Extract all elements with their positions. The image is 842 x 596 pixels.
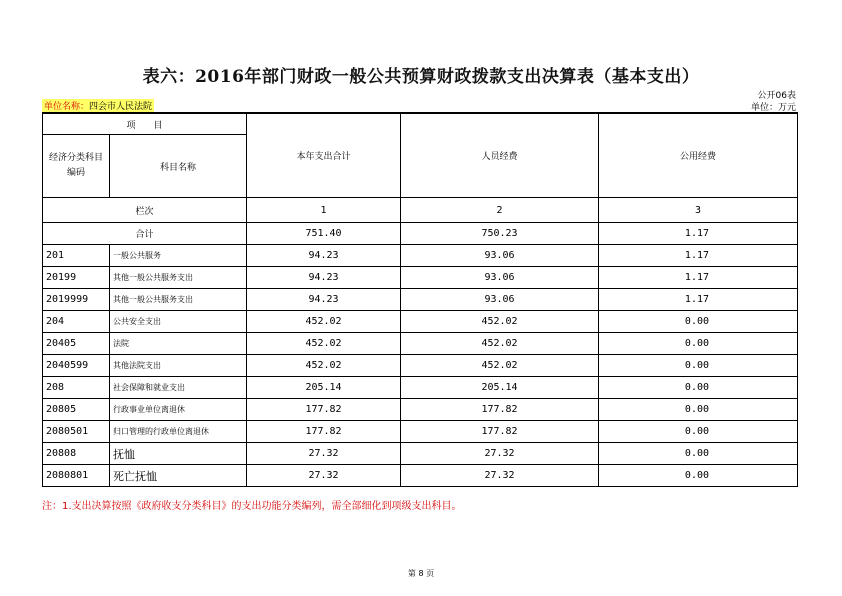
header-econ-code: 经济分类科目编码: [43, 135, 110, 198]
table-row: [43, 355, 798, 377]
header-personnel: 人员经费: [401, 113, 599, 198]
column-index-1: 1: [247, 198, 401, 223]
row-public: 0.00: [599, 311, 798, 333]
row-personnel: 93.06: [401, 245, 599, 267]
row-total: 27.32: [247, 465, 401, 487]
row-public: 0.00: [599, 421, 798, 443]
table-row: [43, 311, 798, 333]
row-code: 2040599: [43, 355, 110, 377]
row-public: 0.00: [599, 399, 798, 421]
row-code: 20805: [43, 399, 110, 421]
table-row: [43, 377, 798, 399]
footnote: 注：1.支出决算按照《政府收支分类科目》的支出功能分类编列，需全部细化到项级支出科目。: [42, 501, 462, 512]
row-public: 0.00: [599, 355, 798, 377]
row-public: 1.17: [599, 267, 798, 289]
table-row: [43, 267, 798, 289]
row-subject-name: 行政事业单位离退休: [110, 399, 247, 421]
row-personnel: 177.82: [401, 421, 599, 443]
header-item: 项 目: [43, 113, 247, 135]
row-total: 177.82: [247, 399, 401, 421]
unit-label: 单位：万元: [750, 103, 796, 113]
row-subject-name: 其他一般公共服务支出: [110, 289, 247, 311]
row-subject-name: 归口管理的行政单位离退休: [110, 421, 247, 443]
row-code: 208: [43, 377, 110, 399]
table-row: [43, 399, 798, 421]
total-label: 合计: [43, 223, 247, 245]
table-row: [43, 333, 798, 355]
row-subject-name: 法院: [110, 333, 247, 355]
row-total: 94.23: [247, 289, 401, 311]
form-code: 公开06表: [757, 91, 796, 101]
row-code: 20405: [43, 333, 110, 355]
row-personnel: 452.02: [401, 311, 599, 333]
row-personnel: 27.32: [401, 465, 599, 487]
row-public: 0.00: [599, 465, 798, 487]
table-row: [43, 289, 798, 311]
unit-name: [42, 99, 154, 112]
row-subject-name: 死亡抚恤: [110, 465, 247, 487]
row-public: 1.17: [599, 289, 798, 311]
row-total: 452.02: [247, 333, 401, 355]
report-title: 表六：2016年部门财政一般公共预算财政拨款支出决算表（基本支出）: [142, 67, 700, 87]
row-personnel: 452.02: [401, 355, 599, 377]
row-personnel: 93.06: [401, 267, 599, 289]
row-public: 1.17: [599, 245, 798, 267]
header-total: 本年支出合计: [247, 113, 401, 198]
row-personnel: 27.32: [401, 443, 599, 465]
row-personnel: 93.06: [401, 289, 599, 311]
total-row: [43, 223, 798, 245]
row-personnel: 452.02: [401, 333, 599, 355]
table-row: [43, 465, 798, 487]
row-code: 204: [43, 311, 110, 333]
row-code: 20808: [43, 443, 110, 465]
total-public: 1.17: [599, 223, 798, 245]
unit-name-value: 四会市人民法院: [89, 102, 153, 112]
column-index-row: [43, 198, 798, 223]
row-public: 0.00: [599, 333, 798, 355]
row-subject-name: 抚恤: [110, 443, 247, 465]
row-subject-name: 公共安全支出: [110, 311, 247, 333]
row-public: 0.00: [599, 443, 798, 465]
row-total: 205.14: [247, 377, 401, 399]
header-subject-name: 科目名称: [110, 135, 247, 198]
row-code: 2019999: [43, 289, 110, 311]
row-code: 201: [43, 245, 110, 267]
row-total: 94.23: [247, 267, 401, 289]
row-subject-name: 其他法院支出: [110, 355, 247, 377]
row-total: 452.02: [247, 355, 401, 377]
row-code: 2080501: [43, 421, 110, 443]
column-index-2: 2: [401, 198, 599, 223]
header-public: 公用经费: [599, 113, 798, 198]
row-personnel: 177.82: [401, 399, 599, 421]
row-total: 177.82: [247, 421, 401, 443]
column-index-3: 3: [599, 198, 798, 223]
row-total: 94.23: [247, 245, 401, 267]
total-personnel: 750.23: [401, 223, 599, 245]
unit-name-label: 单位名称：: [44, 102, 90, 112]
expenditure-table: [42, 112, 798, 487]
row-code: 2080801: [43, 465, 110, 487]
column-index-label: 栏次: [43, 198, 247, 223]
row-total: 452.02: [247, 311, 401, 333]
row-subject-name: 一般公共服务: [110, 245, 247, 267]
total-amount: 751.40: [247, 223, 401, 245]
table-row: [43, 443, 798, 465]
header-row-item: [43, 113, 798, 135]
page-number: 第 8 页: [407, 569, 435, 578]
row-subject-name: 社会保障和就业支出: [110, 377, 247, 399]
table-row: [43, 421, 798, 443]
row-public: 0.00: [599, 377, 798, 399]
row-code: 20199: [43, 267, 110, 289]
table-row: [43, 245, 798, 267]
row-personnel: 205.14: [401, 377, 599, 399]
row-total: 27.32: [247, 443, 401, 465]
row-subject-name: 其他一般公共服务支出: [110, 267, 247, 289]
